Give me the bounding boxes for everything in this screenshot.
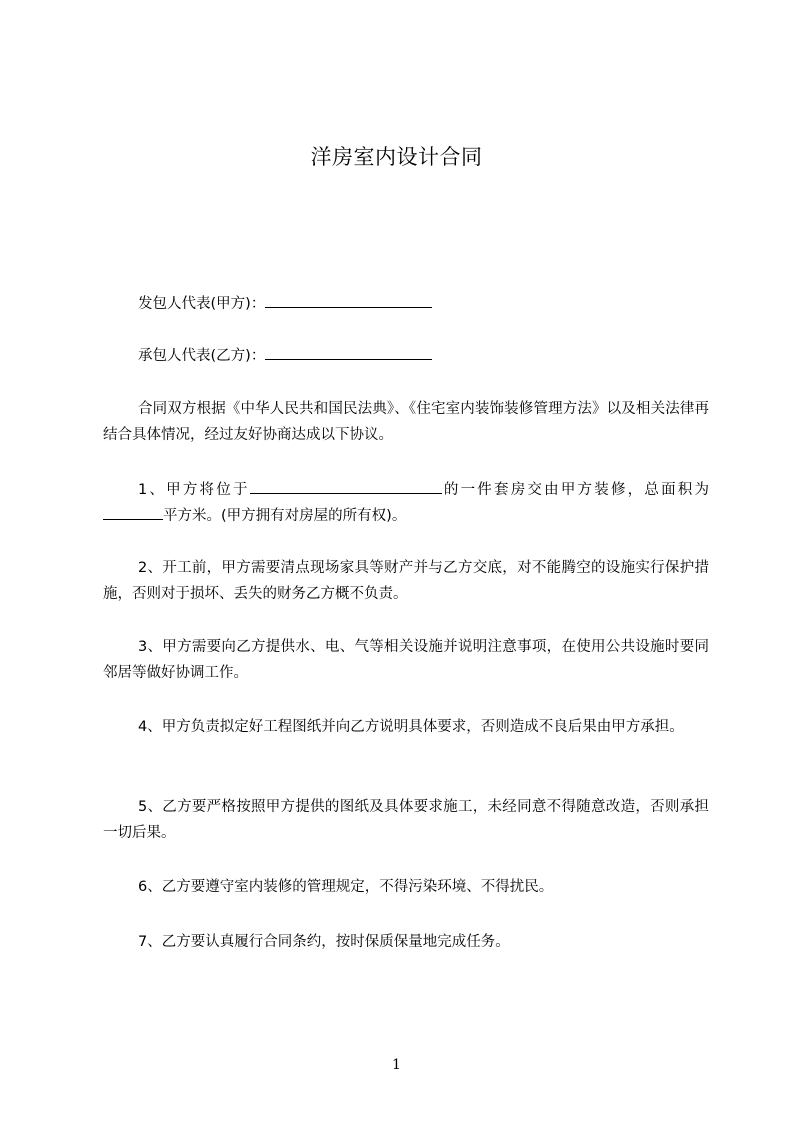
address-blank: [250, 479, 442, 494]
clause-1: [103, 477, 709, 529]
party-a-label: 发包人代表(甲方)：: [138, 296, 266, 312]
clause-1-part-b: 的一件套房交由甲方装修，总面积为: [441, 482, 710, 498]
clause-4: 4、甲方负责拟定好工程图纸并向乙方说明具体要求，否则造成不良后果由甲方承担。: [138, 719, 684, 735]
clause-1-part-a: 1、甲方将位于: [138, 482, 250, 498]
party-b-blank: [265, 345, 432, 360]
area-blank: [103, 505, 163, 520]
intro-paragraph: 合同双方根据《中华人民共和国民法典》、《住宅室内装饰装修管理方法》以及相关法律再结合具体情况，经过友好协商达成以下协议。: [103, 401, 709, 443]
party-a-blank: [265, 293, 432, 308]
party-b-line: [138, 345, 432, 365]
party-b-label: 承包人代表(乙方)：: [138, 348, 266, 364]
clause-1-part-c: 平方米。(甲方拥有对房屋的所有权)。: [163, 508, 407, 524]
clause-5: 5、乙方要严格按照甲方提供的图纸及具体要求施工，未经同意不得随意改造，否则承担一切后果。: [103, 799, 709, 841]
page-number: 1: [392, 1057, 401, 1073]
clause-2: 2、开工前，甲方需要清点现场家具等财产并与乙方交底，对不能腾空的设施实行保护措施，否则对于损坏、丢失的财务乙方概不负责。: [103, 560, 709, 602]
clause-3: 3、甲方需要向乙方提供水、电、气等相关设施并说明注意事项，在使用公共设施时要同邻居等做好协调工作。: [103, 639, 709, 681]
clause-7: 7、乙方要认真履行合同条约，按时保质保量地完成任务。: [138, 934, 510, 950]
party-a-line: [138, 293, 432, 313]
document-title: 洋房室内设计合同: [310, 145, 483, 169]
clause-6: 6、乙方要遵守室内装修的管理规定，不得污染环境、不得扰民。: [138, 879, 554, 895]
